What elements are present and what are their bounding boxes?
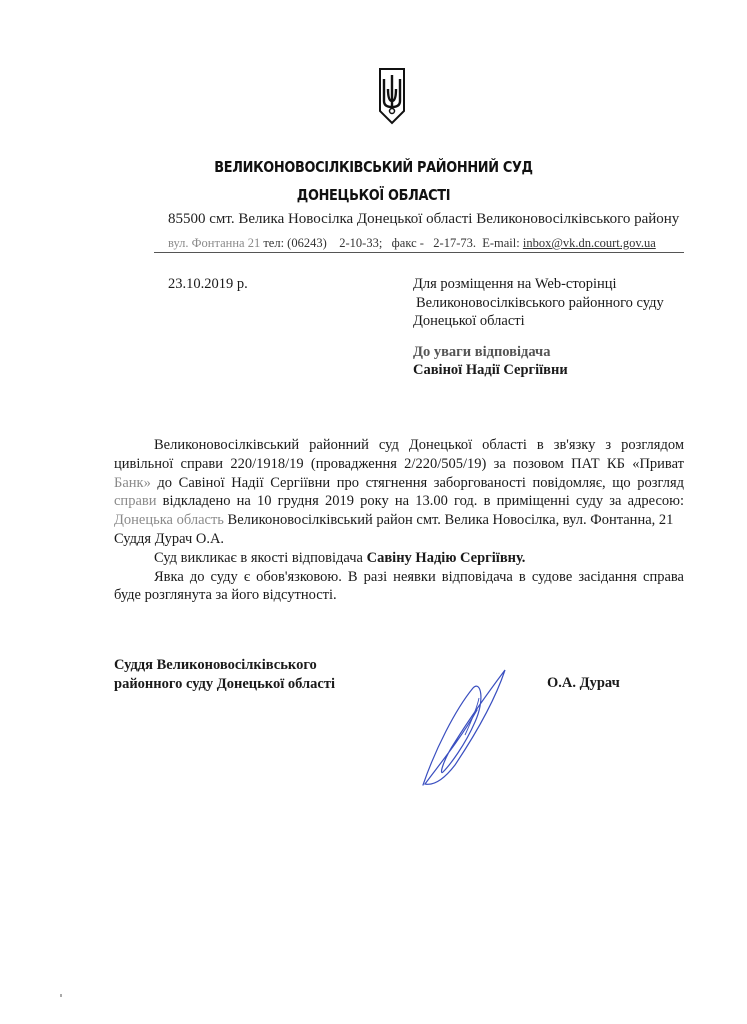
letter-date: 23.10.2019 р. bbox=[168, 276, 248, 292]
body-text-segment: відкладено на 10 грудня 2019 року на 13.00 год. в приміщенні суду за адресою: bbox=[156, 493, 684, 510]
body-text-segment: Донецька область bbox=[114, 512, 224, 529]
body-text-segment: Банк» bbox=[114, 474, 151, 491]
body-text-segment: справи bbox=[114, 493, 157, 510]
body-paragraph-1 bbox=[114, 436, 684, 530]
phone-fax: тел: (06243) 2-10-33; факс - 2-17-73. E-mail: bbox=[260, 236, 523, 250]
defendant-name-bold: Савіну Надію Сергіївну. bbox=[366, 549, 526, 566]
body-text-segment: Великоновосілківський район смт. Велика Новосілка, вул. Фонтанна, 21 bbox=[223, 512, 674, 529]
header-divider bbox=[154, 252, 684, 253]
handwritten-signature-icon bbox=[415, 660, 525, 790]
trident-coat-of-arms-icon bbox=[378, 67, 406, 125]
signatory-name: О.А. Дурач bbox=[547, 675, 620, 691]
body-text-segment: Суд викликає в якості відповідача bbox=[154, 549, 367, 566]
letter-body bbox=[114, 436, 684, 605]
body-text-segment: Великоновосілківський районний суд Донецької області в зв'язку з розглядом цивільної справи 220/1918/19 (провадження 2/220/505/19) за позовом ПАТ КБ «Приват bbox=[114, 437, 684, 472]
scan-artifact bbox=[60, 994, 62, 997]
recipient-line1: Для розміщення на Web-сторінці bbox=[413, 276, 617, 292]
court-name-line1: ВЕЛИКОНОВОСІЛКІВСЬКИЙ РАЙОННИЙ СУД bbox=[214, 158, 533, 176]
signatory-title-line1: Суддя Великоновосілківського bbox=[114, 657, 317, 673]
recipient-line3: Донецької області bbox=[413, 313, 525, 329]
street-address: вул. Фонтанна 21 bbox=[168, 236, 261, 250]
court-name-line2: ДОНЕЦЬКОЇ ОБЛАСТІ bbox=[296, 186, 451, 204]
defendant-name: Савіної Надії Сергіївни bbox=[413, 362, 568, 378]
attention-label: До уваги відповідача bbox=[413, 344, 551, 360]
body-paragraph-3: Явка до суду є обов'язковою. В разі неявки відповідача в судове засідання справа буде розглянута за його відсутності. bbox=[114, 568, 684, 604]
signatory-title-line2: районного суду Донецької області bbox=[114, 676, 335, 692]
body-paragraph-2 bbox=[114, 549, 684, 568]
court-contacts bbox=[168, 236, 656, 251]
court-address: 85500 смт. Велика Новосілка Донецької області Великоновосілківського району bbox=[168, 211, 680, 227]
body-text-segment: до Савіної Надії Сергіївни про стягнення заборгованості повідомляє, що розгляд bbox=[150, 474, 684, 491]
judge-line: Суддя Дурач О.А. bbox=[114, 530, 225, 547]
recipient-line2: Великоновосілківського районного суду bbox=[416, 295, 664, 311]
email-link[interactable]: inbox@vk.dn.court.gov.ua bbox=[522, 236, 656, 250]
signatory-title bbox=[114, 656, 335, 694]
